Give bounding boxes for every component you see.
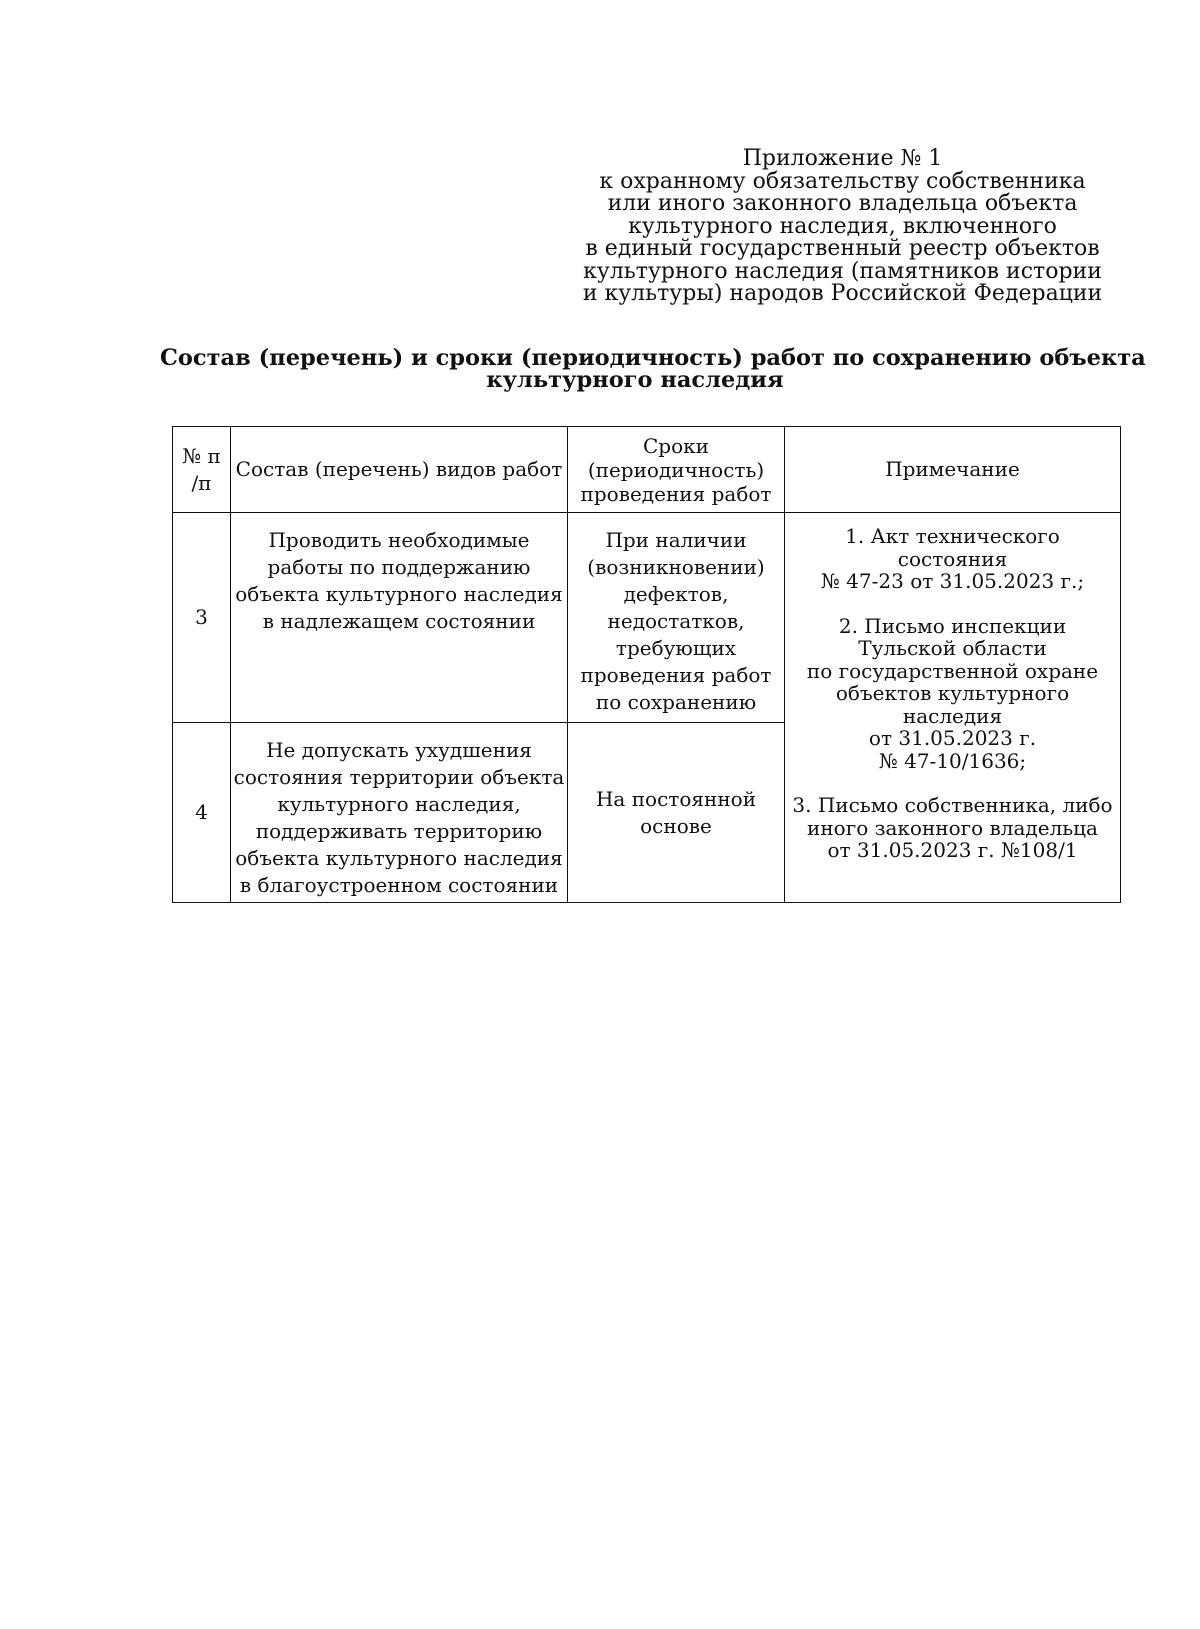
annex-line: к охранному обязательству собственника (599, 168, 1086, 194)
annex-line: или иного законного владельца объекта (607, 191, 1078, 216)
header-works: Состав (перечень) видов работ (231, 427, 568, 513)
works-table (172, 426, 1121, 903)
table-header-row (173, 427, 1121, 513)
header-terms: Сроки (периодичность) проведения работ (568, 427, 785, 513)
annex-line: культурного наследия (памятников истории (583, 258, 1102, 284)
note-item: 2. Письмо инспекции Тульской области по государственной охране объектов культурного наследия от 31.05.2023 г. № 47-10/1636; (806, 613, 1099, 773)
row-terms: На постоянной основе (568, 723, 785, 903)
header-note: Примечание (785, 427, 1121, 513)
annex-header (570, 148, 1115, 306)
annex-line: культурного наследия, включенного (628, 213, 1057, 239)
annex-line: в единый государственный реестр объектов (585, 236, 1100, 261)
title-line: культурного наследия (486, 367, 784, 393)
table-row (173, 513, 1121, 723)
note-item: 1. Акт технического состояния № 47-23 от 31.05.2023 г.; (820, 524, 1085, 593)
annex-line: и культуры) народов Российской Федерации (582, 281, 1103, 306)
row-terms: При наличии (возникновении) дефектов, недостатков, требующих проведения работ по сохранению (568, 513, 785, 723)
note-cell (785, 513, 1121, 903)
row-number: 3 (173, 513, 231, 723)
document-title (160, 345, 1146, 393)
note-item: 3. Письмо собственника, либо иного законного владельца от 31.05.2023 г. №108/1 (792, 793, 1113, 862)
row-number: 4 (173, 723, 231, 903)
row-works: Не допускать ухудшения состояния территории объекта культурного наследия, поддерживать территорию объекта культурного наследия в благоустроенном состоянии (231, 723, 568, 903)
title-line: Состав (перечень) и сроки (периодичность) работ по сохранению объекта (160, 345, 1146, 371)
header-number: № п /п (173, 427, 231, 513)
row-works: Проводить необходимые работы по поддержанию объекта культурного наследия в надлежащем состоянии (231, 513, 568, 723)
annex-line: Приложение № 1 (742, 146, 943, 171)
